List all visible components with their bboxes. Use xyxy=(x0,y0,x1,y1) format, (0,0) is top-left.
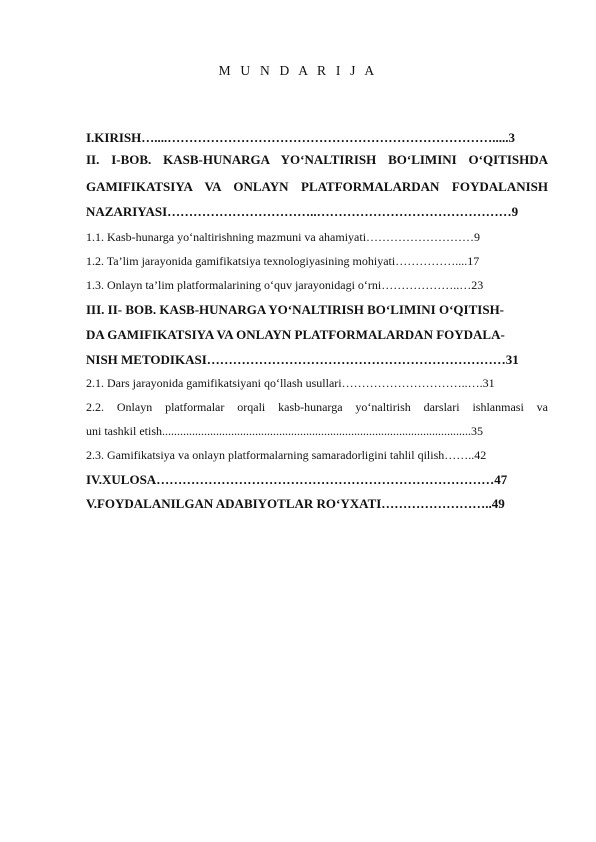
toc-entry-2-2-line1: 2.2. Onlayn platformalar orqali kasb-hunarga yo‘naltirish darslari ishlanmasi va xyxy=(86,400,548,414)
toc-entry-chapter1-line3: NAZARIYASI……………………………..………………………………………9 xyxy=(86,204,519,219)
toc-entry-2-3: 2.3. Gamifikatsiya va onlayn platformalarning samaradorligini tahlil qilish……..42 xyxy=(86,448,487,462)
toc-entry-1-1: 1.1. Kasb-hunarga yo‘naltirishning mazmuni va ahamiyati………………………9 xyxy=(86,230,481,244)
toc-entry-1-2: 1.2. Ta’lim jarayonida gamifikatsiya texnologiyasining mohiyati……………....17 xyxy=(86,254,480,268)
toc-entry-kirish: I.KIRISH…....………………………………………………………………….....3 xyxy=(86,130,516,145)
toc-entry-chapter2-line1: III. II- BOB. KASB-HUNARGA YO‘NALTIRISH BO‘LIMINI O‘QITISH- xyxy=(86,302,505,317)
toc-entry-xulosa: IV.XULOSA……………………………………………………………………47 xyxy=(86,472,508,487)
toc-entry-adabiyotlar: V.FOYDALANILGAN ADABIYOTLAR RO‘YXATI……………………..49 xyxy=(86,496,505,511)
toc-entry-1-3: 1.3. Onlayn ta’lim platformalarining o‘quv jarayonidagi o‘rni………………..…23 xyxy=(86,278,484,292)
toc-entry-chapter1-line1: II. I-BOB. KASB-HUNARGA YO‘NALTIRISH BO‘LIMINI O‘QITISHDA xyxy=(86,152,548,167)
toc-entry-2-1: 2.1. Dars jarayonida gamifikatsiyani qo‘llash usullari…………………………..….31 xyxy=(86,376,495,390)
toc-entry-2-2-line2: uni tashkil etish.......................................................................................................35 xyxy=(86,424,483,438)
toc-entry-chapter2-line2: DA GAMIFIKATSIYA VA ONLAYN PLATFORMALARDAN FOYDALA- xyxy=(86,327,505,342)
toc-entry-chapter2-line3: NISH METODIKASI……………………………………………………………31 xyxy=(86,352,519,367)
toc-entry-chapter1-line2: GAMIFIKATSIYA VA ONLAYN PLATFORMALARDAN FOYDALANISH xyxy=(86,179,548,194)
page-title: M U N D A R I J A xyxy=(218,63,378,78)
